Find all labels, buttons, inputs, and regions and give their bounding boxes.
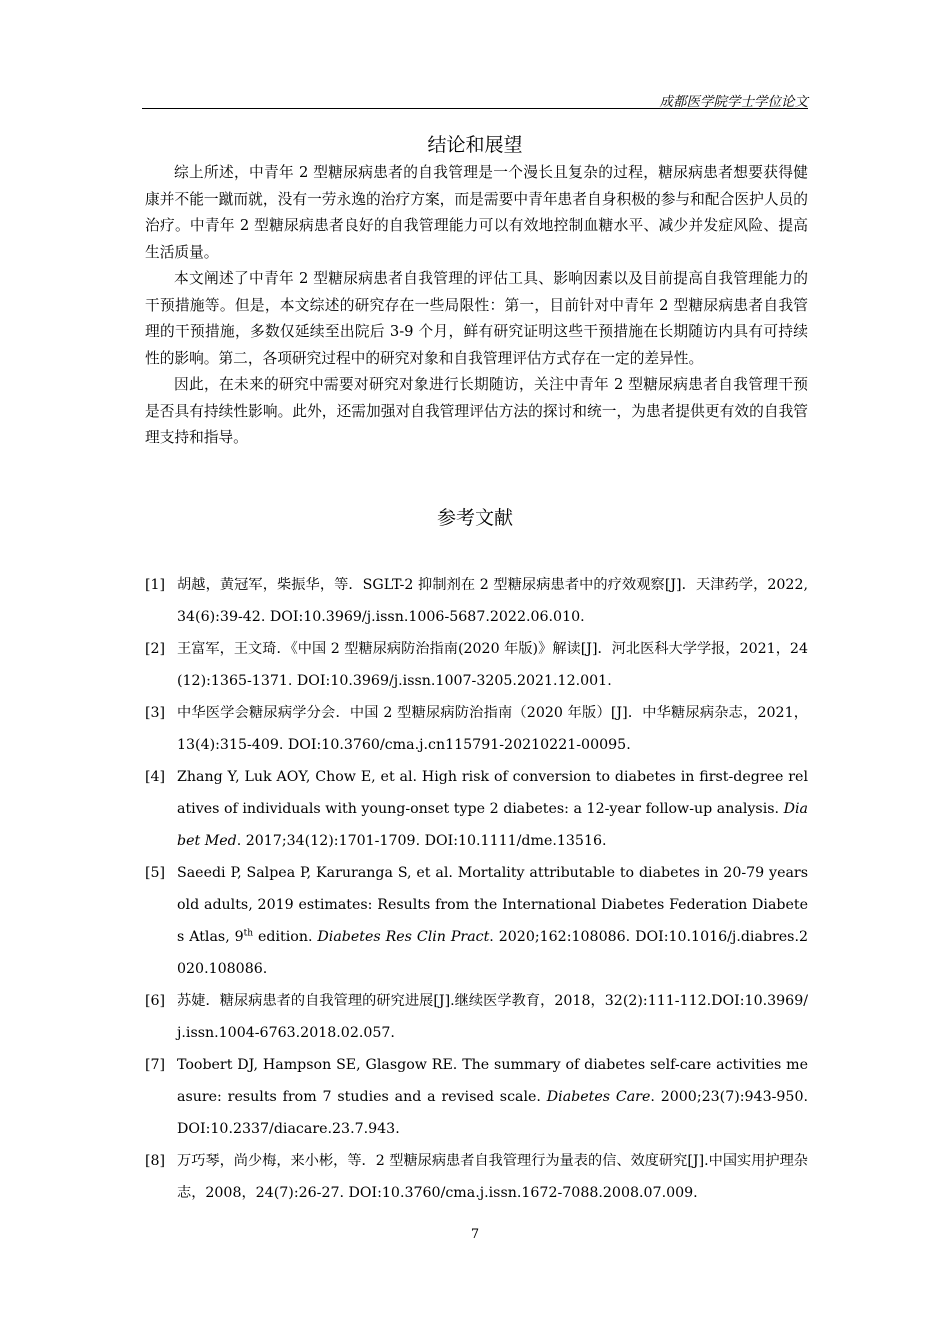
reference-item (145, 697, 808, 761)
references-title: 参考文献 (436, 507, 513, 529)
reference-authors-title: Zhang Y, Luk AOY, Chow E, et al. High risk of conversion to diabetes in first-degree relatives of individuals with young-onset type 2 diabetes: a 12-year follow-up analysis. (177, 769, 808, 817)
header-rule (142, 108, 808, 109)
conclusion-title: 结论和展望 (427, 134, 523, 156)
running-header: 成都医学院学士学位论文 (659, 94, 808, 110)
reference-item (145, 857, 808, 985)
journal-name: Diabetes Care (546, 1089, 651, 1105)
reference-number: [3] (145, 705, 166, 721)
reference-number: [7] (145, 1057, 166, 1073)
reference-item (145, 761, 808, 857)
reference-text (177, 1049, 808, 1145)
reference-text: 万巧琴，尚少梅，来小彬，等．2 型糖尿病患者自我管理行为量表的信、效度研究[J].中国实用护理杂志，2008，24(7):26-27. DOI:10.3760/cma.j.issn.1672-7088.2008.07.009. (177, 1153, 808, 1201)
reference-item (145, 1049, 808, 1145)
reference-text (177, 857, 808, 985)
conclusion-paragraph: 综上所述，中青年 2 型糖尿病患者的自我管理是一个漫长且复杂的过程，糖尿病患者想要获得健康并不能一蹴而就，没有一劳永逸的治疗方案，而是需要中青年患者自身积极的参与和配合医护人员的治疗。中青年 2 型糖尿病患者良好的自我管理能力可以有效地控制血糖水平、减少并发症风险、提高生活质量。 (145, 164, 808, 261)
reference-text (177, 761, 808, 857)
journal-name: Diabetes Res Clin Pract (317, 929, 490, 945)
reference-text: 胡越，黄冠军，柴振华，等．SGLT-2 抑制剂在 2 型糖尿病患者中的疗效观察[J]．天津药学，2022,34(6):39-42. DOI:10.3969/j.issn.1006-5687.2022.06.010. (177, 577, 808, 625)
reference-number: [6] (145, 993, 166, 1009)
reference-authors-title: Toobert DJ, Hampson SE, Glasgow RE. The summary of diabetes self-care activities measure: results from 7 studies and a revised scale. (177, 1057, 808, 1105)
reference-number: [8] (145, 1153, 166, 1169)
reference-citation: . 2020;162:108086. DOI:10.1016/j.diabres.2020.108086. (177, 929, 808, 977)
reference-text: 王富军，王文琦．《中国 2 型糖尿病防治指南(2020 年版)》解读[J]．河北医科大学学报，2021，24(12):1365-1371. DOI:10.3969/j.issn.1007-3205.2021.12.001. (177, 641, 808, 689)
reference-text: 苏婕．糖尿病患者的自我管理的研究进展[J].继续医学教育，2018，32(2):111-112.DOI:10.3969/j.issn.1004-6763.2018.02.057. (177, 993, 808, 1041)
reference-edition: edition. (253, 929, 318, 945)
reference-text: 中华医学会糖尿病学分会．中国 2 型糖尿病防治指南（2020 年版）[J]．中华糖尿病杂志，2021，13(4):315-409. DOI:10.3760/cma.j.cn115791-20210221-00095. (177, 705, 808, 753)
reference-number: [4] (145, 769, 166, 785)
reference-item (145, 985, 808, 1049)
superscript: th (243, 928, 254, 939)
reference-item (145, 633, 808, 697)
conclusion-paragraph: 本文阐述了中青年 2 型糖尿病患者自我管理的评估工具、影响因素以及目前提高自我管理能力的干预措施等。但是，本文综述的研究存在一些局限性：第一，目前针对中青年 2 型糖尿病患者自我管理的干预措施，多数仅延续至出院后 3-9 个月，鲜有研究证明这些干预措施在长期随访内具有可持续性的影响。第二，各项研究过程中的研究对象和自我管理评估方式存在一定的差异性。 (145, 270, 808, 367)
conclusion-paragraph: 因此，在未来的研究中需要对研究对象进行长期随访，关注中青年 2 型糖尿病患者自我管理干预是否具有持续性影响。此外，还需加强对自我管理评估方法的探讨和统一，为患者提供更有效的自我管理支持和指导。 (145, 376, 808, 446)
reference-citation: . 2000;23(7):943-950. DOI:10.2337/diacare.23.7.943. (177, 1089, 808, 1137)
reference-item (145, 569, 808, 633)
conclusion-body (145, 160, 808, 452)
reference-number: [5] (145, 865, 166, 881)
journal-name: Diabet Med (177, 801, 808, 849)
reference-list (145, 569, 808, 1209)
reference-number: [1] (145, 577, 166, 593)
reference-citation: . 2017;34(12):1701-1709. DOI:10.1111/dme.13516. (236, 833, 607, 849)
page-number: 7 (470, 1227, 480, 1242)
reference-number: [2] (145, 641, 166, 657)
reference-authors-title: Saeedi P, Salpea P, Karuranga S, et al. Mortality attributable to diabetes in 20-79 years old adults, 2019 estimates: Results from the International Diabetes Federation Diabetes Atlas, 9 (177, 865, 808, 945)
reference-item (145, 1145, 808, 1209)
